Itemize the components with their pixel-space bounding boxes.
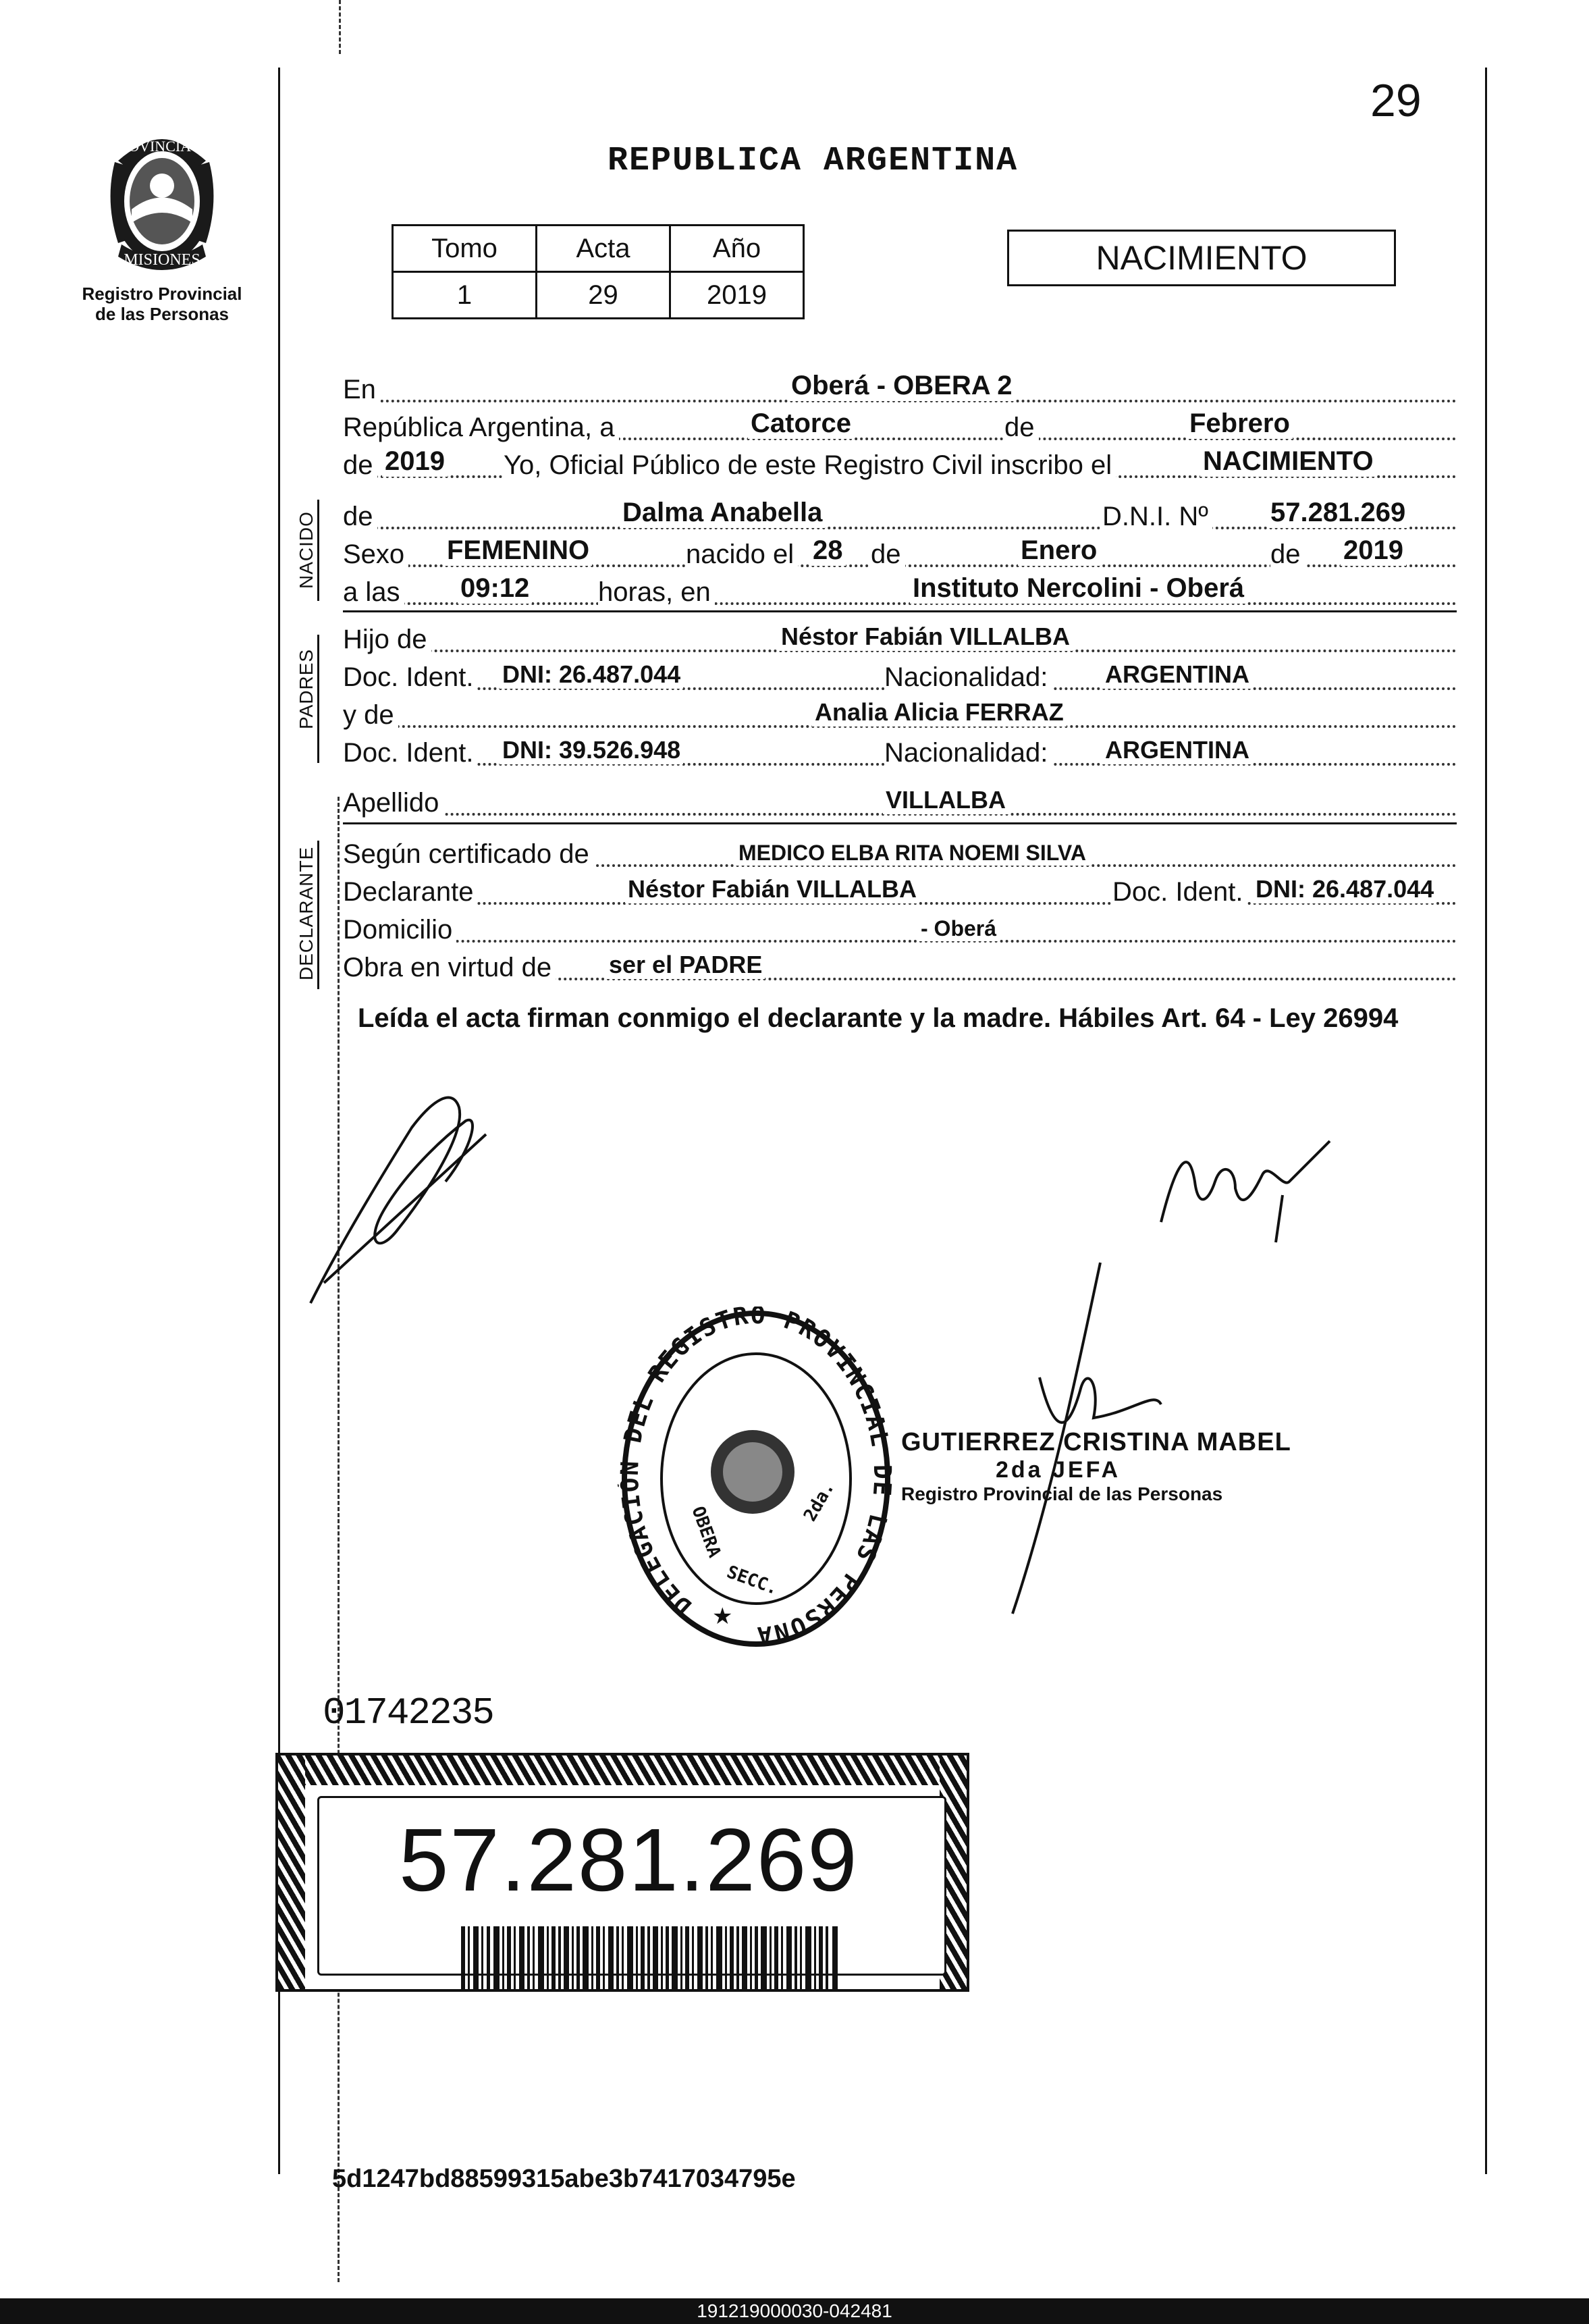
birth-day: 28 xyxy=(810,535,846,566)
official-signature xyxy=(999,1256,1175,1620)
official-title: 2da JEFA xyxy=(996,1457,1121,1483)
country-heading: REPUBLICA ARGENTINA xyxy=(608,142,1019,180)
line-nacido-sexo xyxy=(343,535,1457,573)
right-margin-line xyxy=(1485,68,1487,2174)
divider-after-nacido xyxy=(343,610,1457,612)
registry-logo xyxy=(68,122,257,324)
seal-ring-text: DELEGACIÓN DEL REGISTRO PROVINCIAL DE LAS PERSONA xyxy=(618,1306,894,1649)
line-domicilio xyxy=(343,910,1457,948)
page-number: 29 xyxy=(1370,75,1422,126)
delegation-seal-icon xyxy=(618,1306,894,1651)
official-name: GUTIERREZ CRISTINA MABEL xyxy=(901,1428,1291,1456)
emblem-bottom-text: MISIONES xyxy=(124,251,200,269)
mother-name: Analia Alicia FERRAZ xyxy=(812,698,1067,727)
sexo-value: FEMENINO xyxy=(444,535,592,566)
line-republica xyxy=(343,408,1457,446)
republica-label: República Argentina, a xyxy=(343,413,619,443)
security-pattern-left xyxy=(278,1755,305,1989)
day-value: Catorce xyxy=(748,408,854,439)
birth-time: 09:12 xyxy=(458,573,532,604)
value-anio: 2019 xyxy=(670,272,804,319)
nacido-el-label: nacido el xyxy=(686,539,798,570)
dni-label-box xyxy=(275,1753,969,1992)
certificado-value: MEDICO ELBA RITA NOEMI SILVA xyxy=(736,841,1089,866)
de-label-4: de xyxy=(1270,539,1305,570)
line-certificado xyxy=(343,835,1457,872)
event-value: NACIMIENTO xyxy=(1200,446,1376,477)
line-apellido xyxy=(343,783,1457,821)
child-dni: 57.281.269 xyxy=(1268,498,1408,528)
register-table-header xyxy=(393,226,804,272)
line-hijo-de xyxy=(343,620,1457,658)
header-anio: Año xyxy=(670,226,804,272)
barcode-icon xyxy=(461,1926,839,1991)
section-divider-padres xyxy=(317,635,319,763)
section-divider-nacido xyxy=(317,500,319,601)
inner-dashed-line xyxy=(338,797,340,2282)
declarant-signature xyxy=(297,1080,500,1310)
line-nacido-hora xyxy=(343,573,1457,610)
line-declarante xyxy=(343,872,1457,910)
mother-nat-label: Nacionalidad: xyxy=(884,738,1052,768)
seal-inner-bottom: SECC. xyxy=(724,1562,781,1600)
line-y-de xyxy=(343,695,1457,733)
serial-number: 01742235 xyxy=(323,1691,493,1735)
apellido-value: VILLALBA xyxy=(883,786,1008,814)
year-value: 2019 xyxy=(382,446,448,477)
logo-caption-line2: de las Personas xyxy=(95,304,229,324)
header-tomo: Tomo xyxy=(393,226,537,272)
nacido-de-label: de xyxy=(343,502,377,532)
de-label-3: de xyxy=(871,539,905,570)
seal-star-icon: ★ xyxy=(712,1604,733,1629)
seal-inner-left: OBERA xyxy=(687,1504,725,1560)
de-label-2: de xyxy=(343,450,377,481)
en-value: Oberá - OBERA 2 xyxy=(788,371,1015,401)
security-pattern-top xyxy=(278,1755,967,1785)
line-father-doc xyxy=(343,658,1457,695)
logo-caption-line1: Registro Provincial xyxy=(82,284,242,304)
hijo-de-label: Hijo de xyxy=(343,625,431,655)
section-label-nacido: NACIDO xyxy=(296,511,317,589)
document-hash: 5d1247bd88599315abe3b7417034795e xyxy=(332,2165,796,2193)
obra-value: ser el PADRE xyxy=(606,951,765,979)
official-office: Registro Provincial de las Personas xyxy=(901,1483,1223,1504)
mother-doc: DNI: 39.526.948 xyxy=(500,736,683,764)
register-table xyxy=(392,224,805,319)
closing-statement: Leída el acta firman conmigo el declarante y la madre. Hábiles Art. 64 - Ley 26994 xyxy=(358,1003,1399,1033)
province-emblem-icon xyxy=(91,122,233,284)
line-oficial xyxy=(343,446,1457,483)
line-obra xyxy=(343,948,1457,986)
certificado-label: Según certificado de xyxy=(343,839,593,870)
child-name: Dalma Anabella xyxy=(620,498,825,528)
declarante-doc: DNI: 26.487.044 xyxy=(1253,875,1436,903)
line-mother-doc xyxy=(343,733,1457,771)
seal-inner-right: 2da. xyxy=(800,1478,839,1525)
declarante-doc-label: Doc. Ident. xyxy=(1112,877,1247,907)
father-doc: DNI: 26.487.044 xyxy=(500,660,683,689)
domicilio-label: Domicilio xyxy=(343,915,456,945)
en-label: En xyxy=(343,375,380,405)
father-nationality: ARGENTINA xyxy=(1102,660,1252,689)
apellido-label: Apellido xyxy=(343,788,443,818)
de-label: de xyxy=(1004,413,1039,443)
a-las-label: a las xyxy=(343,577,404,608)
line-en xyxy=(343,370,1457,408)
header-acta: Acta xyxy=(537,226,670,272)
horas-label: horas, en xyxy=(598,577,715,608)
dni-box-number: 57.281.269 xyxy=(399,1810,859,1909)
domicilio-value: - Oberá xyxy=(918,916,999,941)
father-nat-label: Nacionalidad: xyxy=(884,662,1052,693)
footer-bar xyxy=(0,2298,1589,2324)
declarante-label: Declarante xyxy=(343,877,477,907)
mother-nationality: ARGENTINA xyxy=(1102,736,1252,764)
father-name: Néstor Fabián VILLALBA xyxy=(778,623,1073,651)
declarante-value: Néstor Fabián VILLALBA xyxy=(625,875,919,903)
top-dashed-mark xyxy=(339,0,341,54)
divider-after-apellido xyxy=(343,822,1457,824)
y-de-label: y de xyxy=(343,700,398,731)
section-label-padres: PADRES xyxy=(296,648,317,729)
emblem-top-text: PROVINCIA DE xyxy=(110,138,214,155)
footer-code: 191219000030-042481 xyxy=(697,2300,892,2321)
dni-label: D.N.I. Nº xyxy=(1102,502,1212,532)
record-type-box: NACIMIENTO xyxy=(1007,230,1396,286)
section-divider-declarante xyxy=(317,841,319,989)
obra-label: Obra en virtud de xyxy=(343,953,556,983)
value-acta: 29 xyxy=(537,272,670,319)
father-doc-label: Doc. Ident. xyxy=(343,662,477,693)
birth-year: 2019 xyxy=(1341,535,1406,566)
oficial-text: Yo, Oficial Público de este Registro Civil inscribo el xyxy=(504,450,1116,481)
value-tomo: 1 xyxy=(393,272,537,319)
birth-place: Instituto Nercolini - Oberá xyxy=(910,573,1247,604)
month-value: Febrero xyxy=(1187,408,1293,439)
dni-inner-panel xyxy=(317,1796,946,1976)
official-stamp xyxy=(618,1306,894,1654)
line-nacido-name xyxy=(343,497,1457,535)
mother-doc-label: Doc. Ident. xyxy=(343,738,477,768)
mother-signature xyxy=(1148,1128,1350,1256)
sexo-label: Sexo xyxy=(343,539,408,570)
section-label-declarante: DECLARANTE xyxy=(296,846,317,980)
register-table-values xyxy=(393,272,804,319)
birth-month: Enero xyxy=(1018,535,1100,566)
